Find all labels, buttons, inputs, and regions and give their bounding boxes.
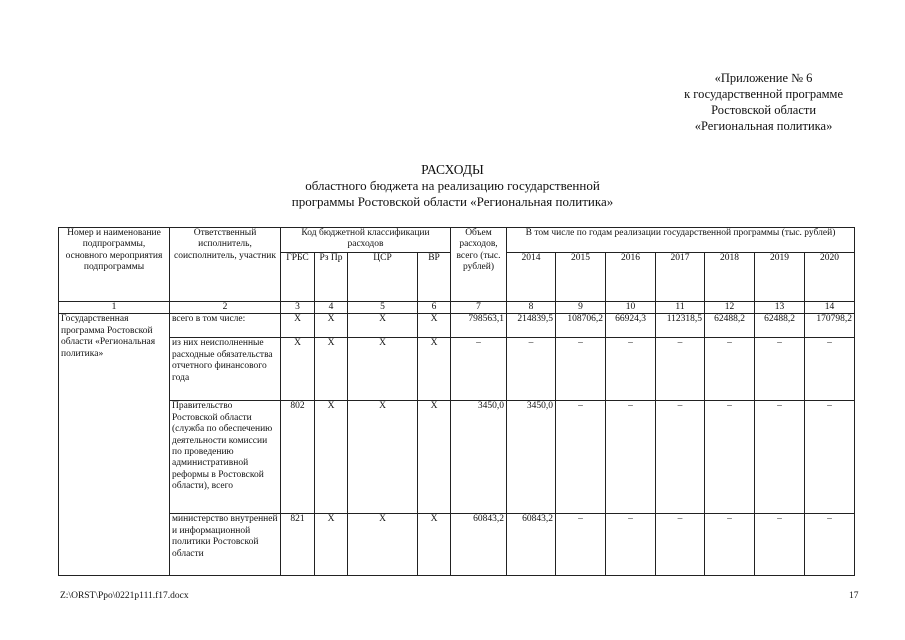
year-value-cell: 66924,3 [606,314,656,338]
header-year: 2017 [656,253,705,302]
table-row [59,314,855,338]
year-value-cell: – [556,514,606,576]
year-value-cell: – [606,338,656,401]
header-rzpr: Рз Пр [315,253,348,302]
year-value-cell: – [656,514,705,576]
title-line: РАСХОДЫ [421,162,484,177]
grbs-cell: 802 [281,401,315,514]
total-cell: 60843,2 [451,514,507,576]
header-year: 2019 [755,253,805,302]
header-year: 2015 [556,253,606,302]
total-cell: 3450,0 [451,401,507,514]
year-value-cell: – [755,514,805,576]
expenses-table [58,227,855,576]
year-value-cell: – [556,401,606,514]
index-cell: 8 [507,302,556,314]
header-year: 2014 [507,253,556,302]
title-line: областного бюджета на реализацию государственной [305,178,600,193]
rzpr-cell: Х [315,514,348,576]
index-cell: 6 [418,302,451,314]
grbs-cell: Х [281,338,315,401]
year-value-cell: 108706,2 [556,314,606,338]
csr-cell: Х [348,401,418,514]
vr-cell: Х [418,401,451,514]
file-path-footer: Z:\ORST\Ppo\0221p111.f17.docx [60,591,189,601]
title-line: программы Ростовской области «Региональная политика» [291,194,614,209]
index-cell: 4 [315,302,348,314]
year-value-cell: – [755,401,805,514]
index-cell: 1 [59,302,170,314]
executor-cell: Правительство Ростовской области (служба по обеспечению деятельности комиссии по проведению административной реформы в Ростовской области), всего [170,401,281,514]
index-cell: 9 [556,302,606,314]
year-value-cell: 60843,2 [507,514,556,576]
year-value-cell: – [805,514,855,576]
header-csr: ЦСР [348,253,418,302]
appendix-line: Ростовской области [711,103,817,117]
year-value-cell: 62488,2 [705,314,755,338]
index-cell: 7 [451,302,507,314]
appendix-line: к государственной программе [684,87,843,101]
vr-cell: Х [418,514,451,576]
csr-cell: Х [348,338,418,401]
vr-cell: Х [418,314,451,338]
index-cell: 14 [805,302,855,314]
year-value-cell: – [556,338,606,401]
year-value-cell: – [656,338,705,401]
appendix-header [684,70,843,134]
year-value-cell: – [705,514,755,576]
year-value-cell: 3450,0 [507,401,556,514]
header-years-group: В том числе по годам реализации государственной программы (тыс. рублей) [507,228,855,253]
index-cell: 2 [170,302,281,314]
year-value-cell: – [705,401,755,514]
document-title [0,162,905,210]
rzpr-cell: Х [315,314,348,338]
total-cell: – [451,338,507,401]
year-value-cell: – [507,338,556,401]
header-total: Объем расходов, всего (тыс. рублей) [451,228,507,302]
index-cell: 11 [656,302,705,314]
program-name-cell: Государственная программа Ростовской области «Региональная политика» [59,314,170,576]
index-cell: 13 [755,302,805,314]
page-number: 17 [849,591,859,601]
header-code-group: Код бюджетной классификации расходов [281,228,451,253]
executor-cell: из них неисполненные расходные обязательства отчетного финансового года [170,338,281,401]
executor-cell: всего в том числе: [170,314,281,338]
vr-cell: Х [418,338,451,401]
appendix-line: «Приложение № 6 [714,71,813,85]
table-row [59,401,855,514]
header-year: 2016 [606,253,656,302]
table-row [59,514,855,576]
header-number: Номер и наименование подпрограммы, основного мероприятия подпрограммы [59,228,170,302]
year-value-cell: – [805,401,855,514]
year-value-cell: – [606,514,656,576]
header-year: 2020 [805,253,855,302]
rzpr-cell: Х [315,338,348,401]
csr-cell: Х [348,514,418,576]
csr-cell: Х [348,314,418,338]
year-value-cell: 62488,2 [755,314,805,338]
year-value-cell: – [805,338,855,401]
appendix-line: «Региональная политика» [694,119,833,133]
header-row [59,228,855,253]
year-value-cell: – [705,338,755,401]
year-value-cell: 112318,5 [656,314,705,338]
header-vr: ВР [418,253,451,302]
grbs-cell: 821 [281,514,315,576]
year-value-cell: – [606,401,656,514]
year-value-cell: 170798,2 [805,314,855,338]
executor-cell: министерство внутренней и информационной политики Ростовской области [170,514,281,576]
table-row [59,338,855,401]
year-value-cell: – [656,401,705,514]
header-grbs: ГРБС [281,253,315,302]
index-cell: 5 [348,302,418,314]
index-cell: 10 [606,302,656,314]
header-executor: Ответственный исполнитель, соисполнитель, участник [170,228,281,302]
year-value-cell: – [755,338,805,401]
year-value-cell: 214839,5 [507,314,556,338]
total-cell: 798563,1 [451,314,507,338]
column-index-row [59,302,855,314]
grbs-cell: Х [281,314,315,338]
index-cell: 12 [705,302,755,314]
index-cell: 3 [281,302,315,314]
header-year: 2018 [705,253,755,302]
rzpr-cell: Х [315,401,348,514]
